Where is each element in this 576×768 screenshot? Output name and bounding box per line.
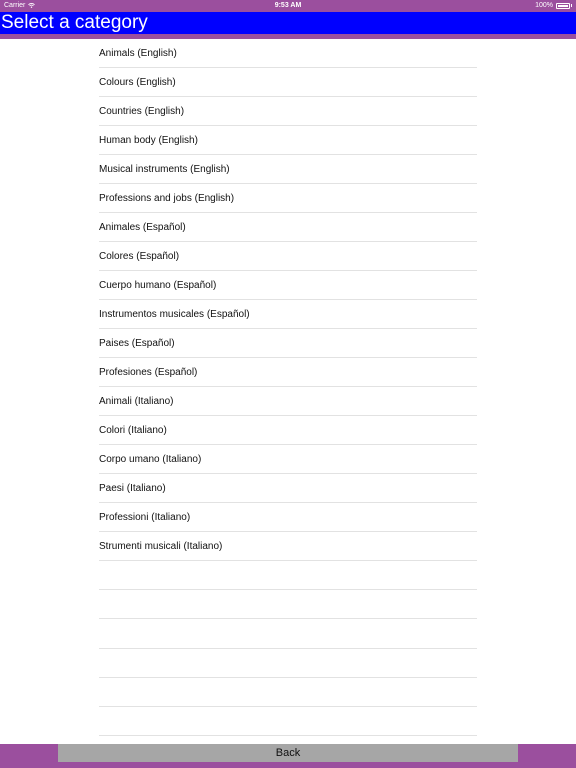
category-label: Cuerpo humano (Español)	[99, 280, 217, 291]
category-list	[99, 39, 477, 736]
status-time: 9:53 AM	[274, 2, 302, 9]
category-item-colores-espanol[interactable]	[99, 242, 477, 271]
category-item-musical-instruments-english[interactable]	[99, 155, 477, 184]
category-label: Professioni (Italiano)	[99, 512, 191, 523]
category-item-professions-english[interactable]	[99, 184, 477, 213]
category-label: Animales (Español)	[99, 222, 186, 233]
empty-row	[99, 590, 477, 619]
category-item-animales-espanol[interactable]	[99, 213, 477, 242]
empty-row	[99, 619, 477, 648]
battery-icon	[556, 3, 570, 9]
header-bar	[0, 12, 576, 34]
category-label: Paesi (Italiano)	[99, 483, 166, 494]
category-label: Instrumentos musicales (Español)	[99, 309, 250, 320]
empty-row	[99, 561, 477, 590]
bottom-bar	[0, 744, 576, 768]
category-item-paesi-italiano[interactable]	[99, 474, 477, 503]
status-bar	[0, 0, 576, 12]
category-label: Animals (English)	[99, 48, 177, 59]
category-label: Professions and jobs (English)	[99, 193, 235, 204]
category-label: Countries (English)	[99, 106, 185, 117]
category-label: Profesiones (Español)	[99, 367, 198, 378]
category-label: Paises (Español)	[99, 338, 175, 349]
carrier-label: Carrier	[4, 2, 26, 9]
back-button[interactable]: Back	[58, 744, 518, 762]
empty-row	[99, 649, 477, 678]
category-item-countries-english[interactable]	[99, 97, 477, 126]
empty-row	[99, 678, 477, 707]
page-title: Select a category	[1, 12, 148, 33]
empty-row	[99, 707, 477, 736]
category-item-professioni-italiano[interactable]	[99, 503, 477, 532]
category-label: Animali (Italiano)	[99, 396, 174, 407]
category-label: Musical instruments (English)	[99, 164, 230, 175]
category-item-strumenti-italiano[interactable]	[99, 532, 477, 561]
category-item-cuerpo-humano-espanol[interactable]	[99, 271, 477, 300]
category-label: Human body (English)	[99, 135, 198, 146]
category-label: Corpo umano (Italiano)	[99, 454, 202, 465]
battery-percent: 100%	[535, 2, 553, 9]
category-item-profesiones-espanol[interactable]	[99, 358, 477, 387]
category-item-colori-italiano[interactable]	[99, 416, 477, 445]
category-label: Strumenti musicali (Italiano)	[99, 541, 223, 552]
category-item-corpo-umano-italiano[interactable]	[99, 445, 477, 474]
category-item-instrumentos-espanol[interactable]	[99, 300, 477, 329]
category-item-paises-espanol[interactable]	[99, 329, 477, 358]
category-item-animals-english[interactable]	[99, 39, 477, 68]
category-item-colours-english[interactable]	[99, 68, 477, 97]
category-item-animali-italiano[interactable]	[99, 387, 477, 416]
category-label: Colours (English)	[99, 77, 176, 88]
category-label: Colori (Italiano)	[99, 425, 167, 436]
category-item-human-body-english[interactable]	[99, 126, 477, 155]
category-label: Colores (Español)	[99, 251, 180, 262]
battery-indicator	[535, 2, 572, 9]
battery-tip	[571, 4, 572, 7]
